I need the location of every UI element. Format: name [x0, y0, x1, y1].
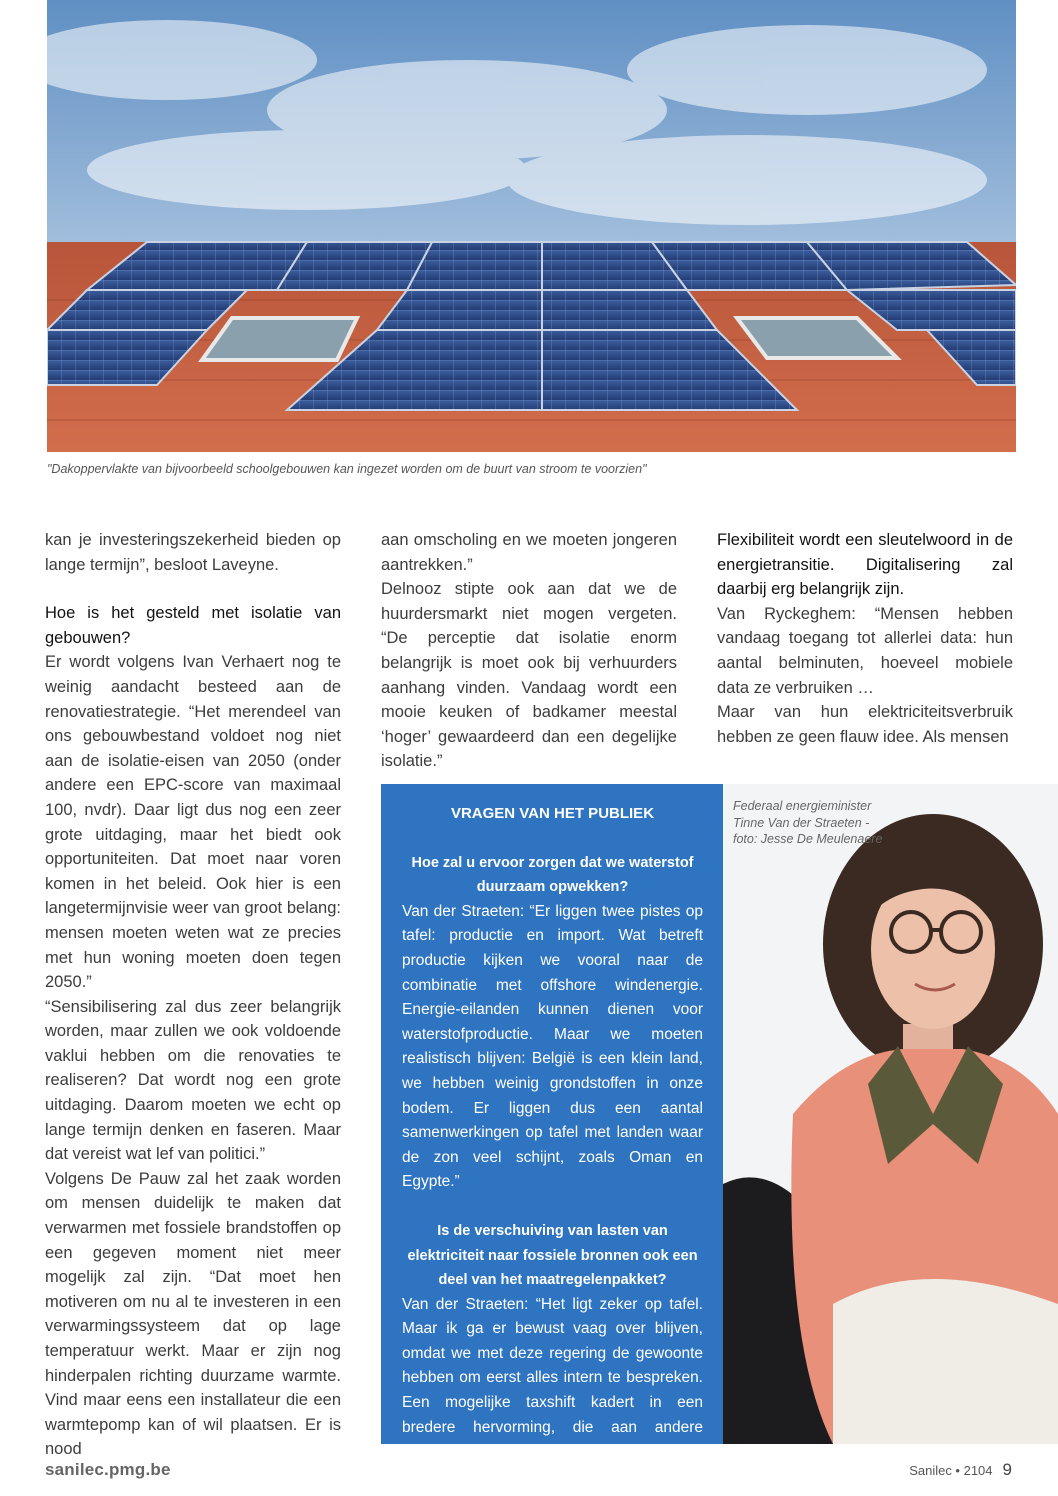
portrait-photo	[723, 784, 1058, 1444]
page-number: 9	[1002, 1460, 1012, 1479]
caption-line: foto: Jesse De Meulenaere	[733, 832, 883, 846]
article-column-3	[717, 528, 1013, 749]
paragraph: Volgens De Pauw zal het zaak worden om mensen duidelijk te maken dat verwarmen met fossiele brandstoffen op een gegeven moment niet meer mogelijk zal zijn. “Dat moet hen motiveren om nu al te investeren in een verwarmingssysteem dat op lage temperatuur werkt. Maar er zijn nog hinderpalen richting duurzame warmte. Vind maar eens een installateur die een warmtepomp kan of wil plaatsen. Er is nood	[45, 1169, 341, 1459]
caption-line: Federaal energieminister	[733, 799, 872, 813]
paragraph: Maar van hun elektriciteitsverbruik hebben ze geen flauw idee. Als mensen	[717, 703, 1013, 746]
article-column-2	[381, 528, 677, 774]
portrait-caption	[733, 798, 933, 848]
paragraph: “Sensibilisering zal dus zeer belangrijk worden, maar zullen we ook voldoende vaklui hebben om die renovaties te realiseren? Dat wordt nog een grote uitdaging. Daarom moeten we echt op lange termijn denken en faseren. Maar dat vereist wat lef van politici.”	[45, 997, 341, 1164]
answer-2: Van der Straeten: “Het ligt zeker op tafel. Maar ik ga er bewust vaag over blijven, omdat we met deze regering de gewoonte hebben om eerst alles intern te bespreken. Een mogelijke taxshift kadert in een bredere hervorming, die aan andere bevoegdheden raakt. Ook hier moeten we dus samenwerken.”	[402, 1295, 703, 1485]
hero-photo-solar-roof	[47, 0, 1016, 452]
paragraph: kan je investeringszekerheid bieden op lange termijn”, besloot Laveyne.	[45, 531, 341, 574]
public-questions-box	[381, 784, 723, 1485]
answer-1: Van der Straeten: “Er liggen twee pistes op tafel: productie en import. Wat betreft productie kijken we vooral naar de combinatie met offshore windenergie. Energie-eilanden kunnen dienen voor waterstofproductie. Maar we moeten realistisch blijven: België is een klein land, we hebben weinig grondstoffen in onze bodem. Er liggen dus een aantal samenwerkingen op tafel met landen waar de zon veel schijnt, zoals Oman en Egypte.”	[402, 902, 703, 1191]
site-url: sanilec.pmg.be	[45, 1460, 171, 1479]
paragraph: Er wordt volgens Ivan Verhaert nog te weinig aandacht besteed aan de renovatiestrategie. “Het merendeel van ons gebouwbestand voldoet nog niet aan de isolatie-eisen van 2050 (onder andere een EPC-score van maximaal 100, nvdr). Daar ligt dus nog een zeer grote uitdaging, maar het biedt ook opportuniteiten. Dat moet naar voren komen in het beleid. Ook hier is een langetermijnvisie weer van groot belang: mensen moeten weten wat ze precies met hun woning moeten doen tegen 2050.”	[45, 653, 341, 992]
page-footer	[909, 1460, 1012, 1480]
question-1: Hoe zal u ervoor zorgen dat we waterstof duurzaam opwekken?	[411, 854, 694, 896]
article-column-1	[45, 528, 341, 1462]
section-heading: Hoe is het gesteld met isolatie van gebouwen?	[45, 604, 341, 647]
hero-photo-caption: "Dakoppervlakte van bijvoorbeeld schoolgebouwen kan ingezet worden om de buurt van stroom te voorzien"	[47, 462, 647, 476]
box-title: VRAGEN VAN HET PUBLIEK	[450, 805, 655, 822]
paragraph: Van Ryckeghem: “Mensen hebben vandaag toegang tot allerlei data: hun aantal belminuten, hoeveel mobiele data ze verbruiken …	[717, 604, 1013, 697]
issue-label: Sanilec • 2104	[909, 1463, 993, 1478]
paragraph: Delnooz stipte ook aan dat we de huurdersmarkt niet mogen vergeten. “De perceptie dat isolatie enorm belangrijk is moet ook bij verhuurders aanhang vinden. Vandaag wordt een mooie keuken of badkamer meestal ‘hoger’ gewaardeerd dan een degelijke isolatie.”	[381, 580, 677, 771]
section-heading: Flexibiliteit wordt een sleutelwoord in de energietransitie. Digitalisering zal daarbij erg belangrijk zijn.	[717, 531, 1013, 599]
caption-line: Tinne Van der Straeten -	[733, 815, 870, 830]
question-2: Is de verschuiving van lasten van elektriciteit naar fossiele bronnen ook een deel van het maatregelenpakket?	[407, 1222, 698, 1289]
paragraph: aan omscholing en we moeten jongeren aantrekken.”	[381, 531, 677, 574]
